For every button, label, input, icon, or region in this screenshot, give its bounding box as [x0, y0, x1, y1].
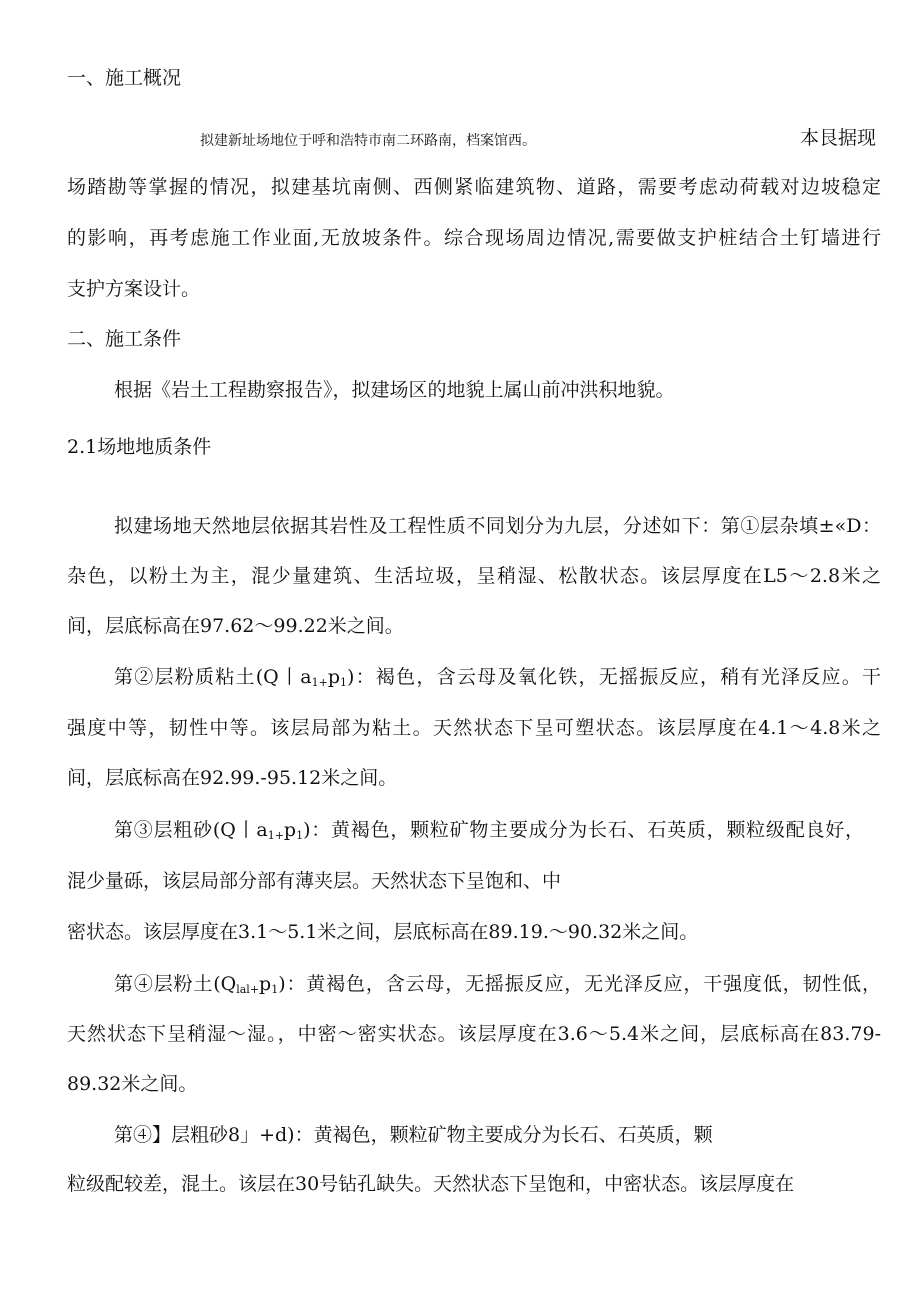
paragraph-line: 支护方案设计。	[67, 278, 201, 300]
text-run: p	[327, 666, 340, 688]
text-run: 第③层粗砂(Q丨a	[114, 819, 268, 841]
paragraph-line: 89.32米之间。	[67, 1073, 198, 1095]
paragraph-line	[114, 972, 881, 996]
site-location-line: 拟建新址场地位于呼和浩特市南二环路南，档案馆西。	[200, 133, 536, 149]
paragraph-line: 间，层底标高在97.62～99.22米之间。	[67, 615, 404, 637]
subscript: 1	[340, 676, 347, 689]
paragraph-line: 粒级配较差，混土。该层在30号钻孔缺失。天然状态下呈饱和，中密状态。该层厚度在	[67, 1173, 795, 1195]
paragraph-line: 场踏勘等掌握的情况，拟建基坑南侧、西侧紧临建筑物、道路，需要考虑动荷载对边坡稳定	[67, 176, 881, 198]
paragraph-line: 混少量砾，该层局部分部有薄夹层。天然状态下呈饱和、中	[67, 870, 562, 892]
text-run: )：褐色，含云母及氧化铁，无摇振反应，稍有光泽反应。干	[347, 666, 881, 688]
text-run: p	[283, 819, 297, 841]
text-run: )：黄褐色，颗粒矿物主要成分为长石、石英质，颗粒级配良好，	[303, 819, 864, 841]
paragraph-line: 间，层底标高在92.99.-95.12米之间。	[67, 767, 398, 789]
subscript: 1+	[311, 676, 328, 689]
section-heading-overview: 一、施工概况	[67, 67, 182, 89]
subsection-heading-geology: 2.1场地地质条件	[67, 436, 212, 458]
subscript: 1+	[267, 829, 284, 842]
text-run: )：黄褐色，含云母，无摇振反应，无光泽反应，干强度低，韧性低，	[278, 973, 881, 995]
paragraph-line: 拟建场地天然地层依据其岩性及工程性质不同划分为九层，分述如下：第①层杂填±«D：	[114, 515, 881, 537]
subscript: 1	[271, 983, 279, 996]
paragraph-line: 杂色，以粉土为主，混少量建筑、生活垃圾，呈稍湿、松散状态。该层厚度在L5～2.8米之	[67, 565, 881, 587]
paragraph-line: 第④】层粗砂8」+d)：黄褐色，颗粒矿物主要成分为长石、石英质，颗	[114, 1124, 713, 1146]
text-run: p	[259, 973, 272, 995]
paragraph-line: 根据《岩土工程勘察报告》，拟建场区的地貌上属山前冲洪积地貌。	[114, 379, 675, 401]
paragraph-line	[114, 665, 881, 689]
paragraph-line: 天然状态下呈稍湿～湿。，中密～密实状态。该层厚度在3.6～5.4米之间，层底标高在83.79-	[67, 1023, 881, 1045]
paragraph-line: 的影响，再考虑施工作业面,无放坡条件。综合现场周边情况,需要做支护桩结合土钉墙进行	[67, 227, 881, 249]
text-run: 第②层粉质粘土(Q丨a	[114, 666, 312, 688]
subscript: lal+	[236, 983, 260, 996]
paragraph-line: 强度中等，韧性中等。该层局部为粘土。天然状态下呈可塑状态。该层厚度在4.1～4.8米之	[67, 717, 881, 739]
text-run: 第④层粉土(Q	[114, 973, 237, 995]
subscript: 1	[296, 829, 304, 842]
paragraph-line	[114, 818, 864, 842]
paragraph-line: 密状态。该层厚度在3.1～5.1米之间，层底标高在89.19.～90.32米之间。	[67, 921, 699, 943]
text-fragment: 本艮据现	[800, 127, 877, 149]
section-heading-conditions: 二、施工条件	[67, 328, 182, 350]
